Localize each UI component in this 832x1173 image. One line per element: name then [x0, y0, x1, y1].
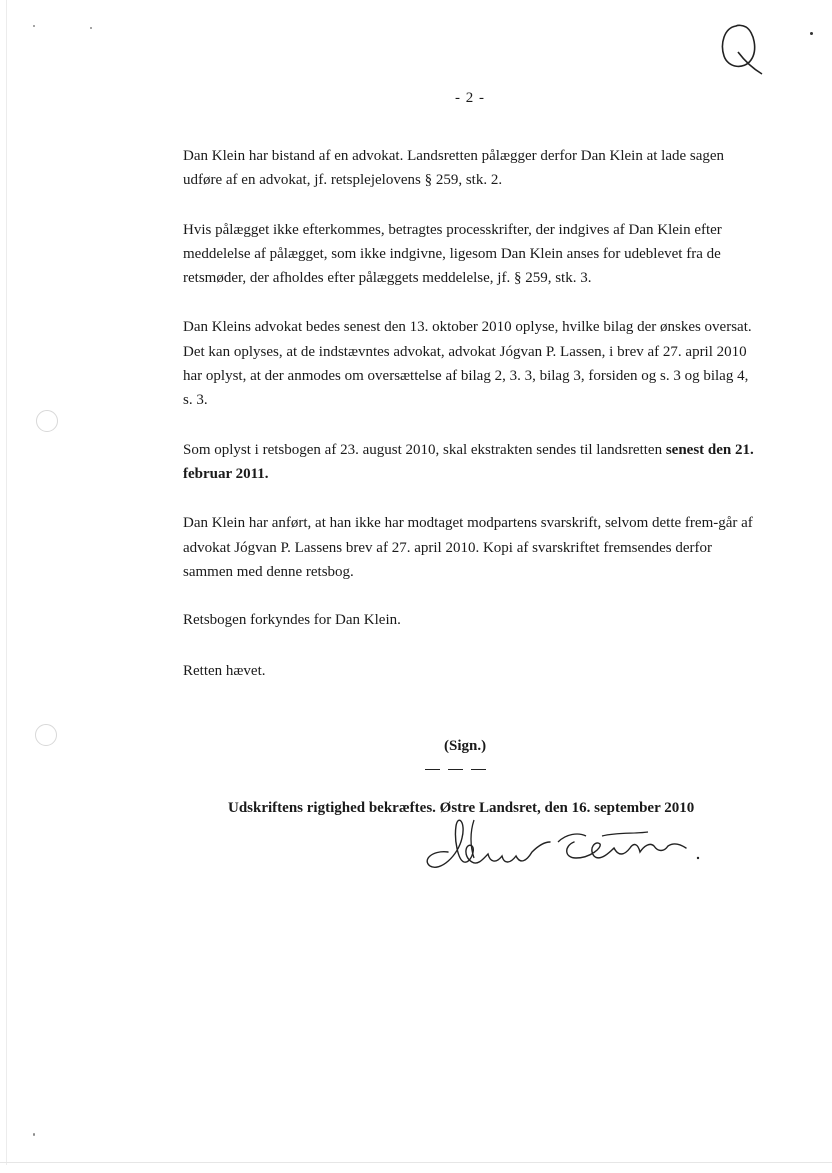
paragraph-advocate-order: Dan Klein har bistand af en advokat. Landsretten pålægger derfor Dan Klein at lade sagen udføre af en advokat, jf. retsplejelovens § 259, stk. 2.: [183, 148, 725, 189]
scan-speck: [90, 27, 92, 29]
paragraph-reply-brief: Dan Klein har anført, at han ikke har modtaget modpartens svarskrift, selvom dette frem-går af advokat Jógvan P. Lassens brev af 27. april 2010. Kopi af svarskriftet fremsendes derfor sammen med denne retsbog.: [183, 515, 753, 580]
paragraph-translation: Dan Kleins advokat bedes senest den 13. oktober 2010 oplyse, hvilke bilag der ønskes oversat. Det kan oplyses, at de indstævntes advokat, advokat Jógvan P. Lassen, i brev af 27. april 2010 har oplyst, at der anmodes om oversættelse af bilag 2, 3. 3, bilag 3, forsiden og s. 3 og bilag 4, s. 3.: [183, 319, 752, 409]
handwritten-signature: [418, 812, 708, 874]
separator-dashes: [425, 769, 487, 777]
sign-label: (Sign.): [444, 738, 487, 754]
paragraph-extract-deadline: [183, 438, 758, 487]
punch-hole: [36, 410, 58, 432]
scan-speck: [33, 25, 35, 27]
punch-hole: [35, 724, 57, 746]
scan-bottom-line: [0, 1162, 832, 1163]
confirmation-line: Udskriftens rigtighed bekræftes. Østre Landsret, den 16. september 2010: [228, 800, 695, 816]
scan-speck: [810, 32, 813, 35]
scan-edge-line: [6, 0, 7, 1165]
scan-speck: [33, 1133, 35, 1136]
page-number: - 2 -: [455, 90, 485, 106]
paragraph-service: Retsbogen forkyndes for Dan Klein.: [183, 612, 401, 629]
handwritten-q-mark: [718, 22, 768, 78]
document-body: [183, 144, 758, 684]
paragraph-adjourned: Retten hævet.: [183, 663, 266, 680]
extract-deadline-text: Som oplyst i retsbogen af 23. august 2010, skal ekstrakten sendes til landsretten: [183, 441, 666, 458]
paragraph-noncompliance: Hvis pålægget ikke efterkommes, betragtes processkrifter, der indgives af Dan Klein efter meddelelse af pålægget, som ikke indgivne, ligesom Dan Klein anses for udeblevet fra de retsmøder, der afholdes efter pålæggets meddelelse, jf. § 259, stk. 3.: [183, 221, 722, 287]
extract-deadline-date: senest den 21. februar 2011.: [183, 441, 754, 482]
